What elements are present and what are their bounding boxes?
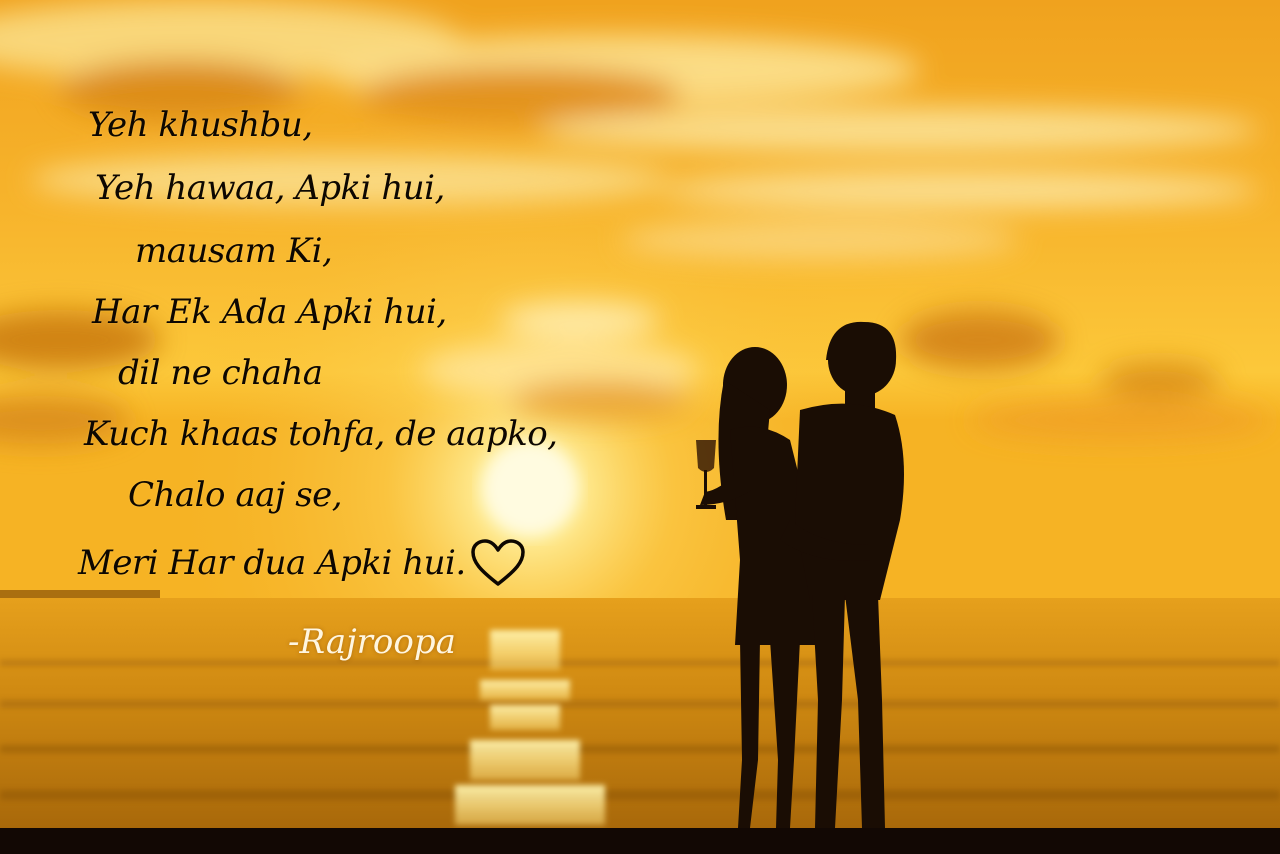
poem-line: Chalo aaj se, — [128, 475, 343, 515]
heart-outline-icon — [470, 538, 526, 588]
poem-line: Yeh hawaa, Apki hui, — [95, 168, 445, 208]
poem-line: mausam Ki, — [135, 231, 333, 271]
poem-line: Yeh khushbu, — [88, 105, 313, 145]
poem-line: Har Ek Ada Apki hui, — [92, 292, 447, 332]
poem-line: Kuch khaas tohfa, de aapko, — [84, 414, 558, 454]
signature: -Rajroopa — [288, 622, 456, 662]
poem-line: dil ne chaha — [118, 353, 323, 393]
poem-line: Meri Har dua Apki hui. — [78, 543, 466, 583]
